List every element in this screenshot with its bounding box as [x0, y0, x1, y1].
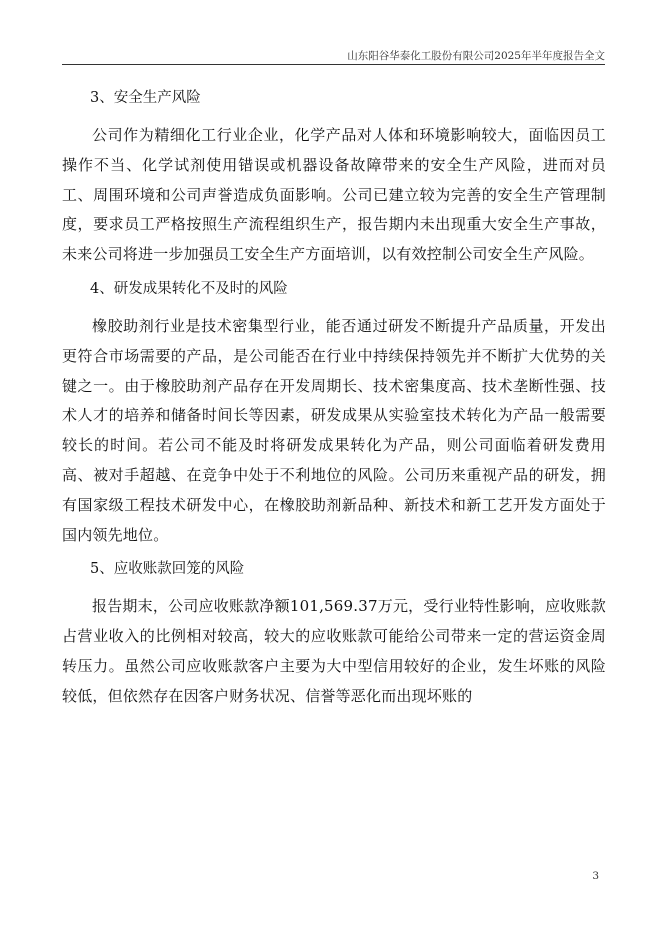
section-body-safety-risk: 公司作为精细化工行业企业，化学产品对人体和环境影响较大，面临因员工操作不当、化学试剂使用错误或机器设备故障带来的安全生产风险，进而对员工、周围环境和公司声誉造成负面影响。公司已建立较为完善的安全生产管理制度，要求员工严格按照生产流程组织生产，报告期内未出现重大安全生产事故，未来公司将进一步加强员工安全生产方面培训，以有效控制公司安全生产风险。	[62, 126, 606, 264]
section-body-rd-risk: 橡胶助剂行业是技术密集型行业，能否通过研发不断提升产品质量，开发出更符合市场需要的产品，是公司能否在行业中持续保持领先并不断扩大优势的关键之一。由于橡胶助剂产品存在开发周期长、技术密集度高、技术垄断性强、技术人才的培养和储备时间长等因素，研发成果从实验室技术转化为产品一般需要较长的时间。若公司不能及时将研发成果转化为产品，则公司面临着研发费用高、被对手超越、在竞争中处于不利地位的风险。公司历来重视产品的研发，拥有国家级工程技术研发中心，在橡胶助剂新品种、新技术和新工艺开发方面处于国内领先地位。	[62, 316, 606, 544]
section-heading-rd-risk: 4、研发成果转化不及时的风险	[90, 280, 288, 297]
page-number: 3	[592, 870, 599, 882]
section-heading-safety-risk: 3、安全生产风险	[90, 90, 201, 106]
section-heading-receivables-risk: 5、应收账款回笼的风险	[90, 561, 245, 578]
header-title: 山东阳谷华泰化工股份有限公司2025年半年度报告全文	[347, 50, 605, 62]
section-body-receivables-risk: 报告期末，公司应收账款净额101,569.37万元，受行业特性影响，应收账款占营业收入的比例相对较高，较大的应收账款可能给公司带来一定的营运资金周转压力。虽然公司应收账款客户主要为大中型信用较好的企业，发生坏账的风险较低，但依然存在因客户财务状况、信誉等恶化而出现坏账的	[62, 597, 606, 705]
document-body	[62, 85, 606, 712]
page-header	[62, 42, 605, 65]
